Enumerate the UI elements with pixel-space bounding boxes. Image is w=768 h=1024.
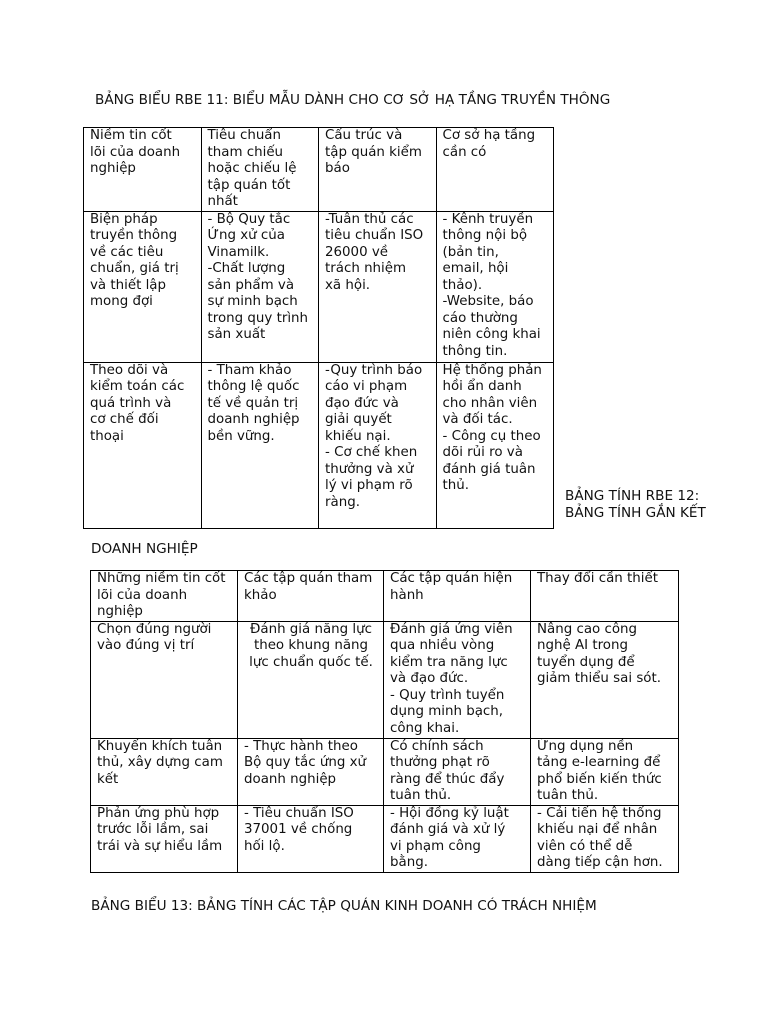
- table-cell: - Hội đồng kỷ luật đánh giá và xử lý vi phạm công bằng.: [384, 805, 531, 872]
- table-cell: Niềm tin cốt lõi của doanh nghiệp: [84, 128, 202, 212]
- table-cell: Hệ thống phản hồi ẩn danh cho nhân viên và đối tác. - Công cụ theo dõi rủi ro và đánh giá tuân thủ.: [436, 362, 554, 528]
- table-cell: Những niềm tin cốt lõi của doanh nghiệp: [91, 571, 238, 622]
- table-cell: - Cải tiến hệ thống khiếu nại để nhân viên có thể dễ dàng tiếp cận hơn.: [531, 805, 679, 872]
- table-cell: - Bộ Quy tắc Ứng xử của Vinamilk. -Chất lượng sản phẩm và sự minh bạch trong quy trình sản xuất: [201, 211, 319, 362]
- table-cell: Phản ứng phù hợp trước lỗi lầm, sai trái và sự hiểu lầm: [91, 805, 238, 872]
- table-cell: Biện pháp truyền thông về các tiêu chuẩn, giá trị và thiết lập mong đợi: [84, 211, 202, 362]
- table-cell: Các tập quán tham khảo: [238, 571, 384, 622]
- heading-rbe11: BẢNG BIỂU RBE 11: BIỂU MẪU DÀNH CHO CƠ SỞ HẠ TẦNG TRUYỀN THÔNG: [95, 92, 611, 108]
- table-row: [91, 805, 679, 872]
- table-row: [91, 621, 679, 738]
- table-cell: - Tham khảo thông lệ quốc tế về quản trị doanh nghiệp bền vững.: [201, 362, 319, 528]
- table-cell: Tiêu chuẩn tham chiếu hoặc chiếu lệ tập quán tốt nhất: [201, 128, 319, 212]
- table-rbe12: [90, 570, 679, 873]
- table-cell: Cấu trúc và tập quán kiểm báo: [319, 128, 437, 212]
- table-cell: Cơ sở hạ tầng cần có: [436, 128, 554, 212]
- table-cell: Theo dõi và kiểm toán các quá trình và cơ chế đối thoại: [84, 362, 202, 528]
- heading-rbe13: BẢNG BIỂU 13: BẢNG TÍNH CÁC TẬP QUÁN KINH DOANH CÓ TRÁCH NHIỆM: [91, 898, 597, 914]
- heading-rbe12-part1: BẢNG TÍNH RBE 12: BẢNG TÍNH GẮN KẾT: [565, 488, 706, 521]
- table-cell: Có chính sách thưởng phạt rõ ràng để thúc đẩy tuân thủ.: [384, 738, 531, 805]
- table-row: [84, 362, 554, 528]
- table-cell: - Kênh truyền thông nội bộ (bản tin, email, hội thảo). -Website, báo cáo thường niên công khai thông tin.: [436, 211, 554, 362]
- table-cell: Các tập quán hiện hành: [384, 571, 531, 622]
- table-cell: Ứng dụng nền tảng e-learning để phổ biến kiến thức tuân thủ.: [531, 738, 679, 805]
- table-row: [91, 571, 679, 622]
- table-cell: - Thực hành theo Bộ quy tắc ứng xử doanh nghiệp: [238, 738, 384, 805]
- table-cell: -Quy trình báo cáo vi phạm đạo đức và giải quyết khiếu nại. - Cơ chế khen thưởng và xử lý vi phạm rõ ràng.: [319, 362, 437, 528]
- table-cell: Đánh giá ứng viên qua nhiều vòng kiểm tra năng lực và đạo đức. - Quy trình tuyển dụng minh bạch, công khai.: [384, 621, 531, 738]
- table-cell: Thay đổi cần thiết: [531, 571, 679, 622]
- table-row: [84, 211, 554, 362]
- table-cell: Nâng cao công nghệ AI trong tuyển dụng để giảm thiểu sai sót.: [531, 621, 679, 738]
- table-cell: - Tiêu chuẩn ISO 37001 về chống hối lộ.: [238, 805, 384, 872]
- table-rbe11: [83, 127, 554, 529]
- table-cell: Chọn đúng người vào đúng vị trí: [91, 621, 238, 738]
- table-row: [84, 128, 554, 212]
- table-cell: Đánh giá năng lực theo khung năng lực chuẩn quốc tế.: [238, 621, 384, 738]
- table-row: [91, 738, 679, 805]
- table-cell: -Tuân thủ các tiêu chuẩn ISO 26000 về trách nhiệm xã hội.: [319, 211, 437, 362]
- heading-rbe12-part2: DOANH NGHIỆP: [91, 541, 198, 557]
- table-cell: Khuyến khích tuân thủ, xây dựng cam kết: [91, 738, 238, 805]
